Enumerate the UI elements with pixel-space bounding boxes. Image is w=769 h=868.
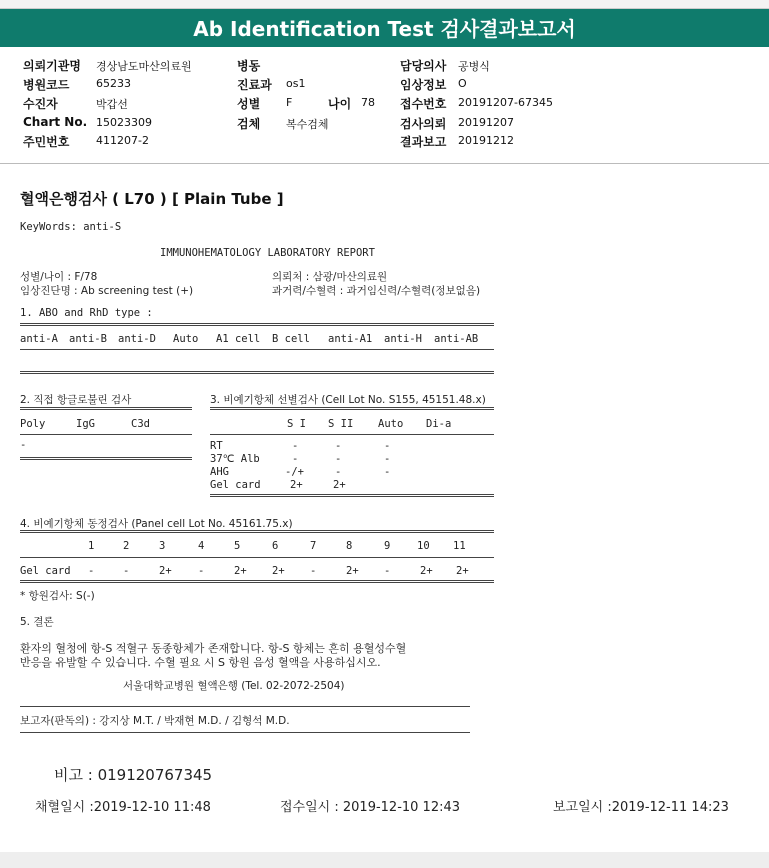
conclusion-line-1: 환자의 혈청에 항-S 적혈구 동종항체가 존재합니다. 항-S 항체는 흔히 용혈성수혈 xyxy=(20,642,407,655)
antigen-test: * 항원검사: S(-) xyxy=(20,590,95,602)
doctor-label: 담당의사 xyxy=(400,59,447,73)
bottom-band xyxy=(0,852,769,868)
screen-row-gel-s1: 2+ xyxy=(290,479,303,491)
report-datetime: 보고일시 :2019-12-11 14:23 xyxy=(553,800,729,815)
panel-cell-1: 1 xyxy=(88,540,95,552)
section4-rule xyxy=(20,530,494,533)
lab-report-title: IMMUNOHEMATOLOGY LABORATORY REPORT xyxy=(160,247,375,259)
screen-col-di-a: Di-a xyxy=(426,418,452,430)
section2-endrule xyxy=(20,457,192,460)
screen-row-rt-auto: - xyxy=(384,440,391,452)
panel-value-11: 2+ xyxy=(456,565,469,577)
section1-subrule xyxy=(20,349,494,350)
panel-value-10: 2+ xyxy=(420,565,433,577)
section4-title: 4. 비예기항체 동정검사 (Panel cell Lot No. 45161.75.x) xyxy=(20,518,293,530)
section3-rule xyxy=(210,407,494,410)
screen-col-s1: S I xyxy=(287,418,306,430)
dat-value: - xyxy=(20,439,27,451)
screen-row-ahg-phase: AHG xyxy=(210,466,229,478)
hospital-label: 의뢰기관명 xyxy=(23,59,81,73)
diagnosis-line: 임상진단명 : Ab screening test (+) xyxy=(20,285,194,297)
panel-value-7: - xyxy=(310,565,317,577)
dat-col-igg: IgG xyxy=(76,418,95,430)
section3-endrule xyxy=(210,494,494,497)
clinical-value: O xyxy=(458,77,467,90)
screen-row-alb-phase: 37℃ Alb xyxy=(210,453,260,465)
screen-row-ahg-s2: - xyxy=(335,466,342,478)
panel-cell-4: 4 xyxy=(198,540,205,552)
patient-value: 박갑선 xyxy=(96,98,128,111)
sex-label: 성별 xyxy=(237,97,261,111)
panel-row-label: Gel card xyxy=(20,565,71,577)
screen-row-ahg-auto: - xyxy=(384,466,391,478)
code-label: 병원코드 xyxy=(23,78,70,92)
sex-value: F xyxy=(286,96,293,109)
hospital-value: 경상남도마산의료원 xyxy=(96,60,192,73)
chart-no-label: Chart No. xyxy=(23,115,88,129)
abo-col-anti-a1: anti-A1 xyxy=(328,333,373,345)
screen-row-alb-s2: - xyxy=(335,453,342,465)
request-label: 검사의뢰 xyxy=(400,117,447,131)
panel-cell-2: 2 xyxy=(123,540,130,552)
chart-no-value: 15023309 xyxy=(96,116,152,129)
section1-endrule xyxy=(20,371,494,374)
screen-row-alb-auto: - xyxy=(384,453,391,465)
panel-cell-8: 8 xyxy=(346,540,353,552)
screen-row-gel-s2: 2+ xyxy=(333,479,346,491)
lab-report-document xyxy=(0,166,769,852)
report-title-bar xyxy=(0,9,769,47)
panel-cell-10: 10 xyxy=(417,540,430,552)
dat-col-c3d: C3d xyxy=(131,418,150,430)
screen-row-ahg-s1: -/+ xyxy=(285,466,304,478)
receipt-label: 접수번호 xyxy=(400,97,447,111)
report-date-label: 결과보고 xyxy=(400,135,447,149)
section5-title: 5. 결론 xyxy=(20,616,54,628)
reporter-line: 보고자(판독의) : 강지상 M.T. / 박재현 M.D. / 김형석 M.D. xyxy=(20,715,290,727)
request-value: 20191207 xyxy=(458,116,514,129)
dept-label: 진료과 xyxy=(237,78,272,92)
screen-col-s2: S II xyxy=(328,418,354,430)
receipt-datetime: 접수일시 : 2019-12-10 12:43 xyxy=(280,800,461,815)
section2-subrule xyxy=(20,434,192,435)
panel-cell-9: 9 xyxy=(384,540,391,552)
screen-row-rt-s2: - xyxy=(335,440,342,452)
screen-row-alb-s1: - xyxy=(292,453,299,465)
panel-value-1: - xyxy=(88,565,95,577)
ssn-label: 주민번호 xyxy=(23,135,70,149)
section1-title: 1. ABO and RhD type : xyxy=(20,307,153,319)
panel-value-8: 2+ xyxy=(346,565,359,577)
abo-col-b-cell: B cell xyxy=(272,333,310,345)
abo-col-anti-h: anti-H xyxy=(384,333,422,345)
panel-value-3: 2+ xyxy=(159,565,172,577)
panel-cell-5: 5 xyxy=(234,540,241,552)
window-top-edge xyxy=(0,0,769,9)
section4-subrule xyxy=(20,557,494,558)
abo-col-a1-cell: A1 cell xyxy=(216,333,261,345)
age-value: 78 xyxy=(361,96,375,109)
panel-value-4: - xyxy=(198,565,205,577)
panel-value-5: 2+ xyxy=(234,565,247,577)
abo-col-anti-d: anti-D xyxy=(118,333,156,345)
section-divider xyxy=(0,163,769,164)
ssn-value: 411207-2 xyxy=(96,134,149,147)
code-value: 65233 xyxy=(96,77,131,90)
screen-row-rt-s1: - xyxy=(292,440,299,452)
panel-value-2: - xyxy=(123,565,130,577)
screen-row-rt-phase: RT xyxy=(210,440,223,452)
conclusion-line-2: 반응을 유발할 수 있습니다. 수혈 필요 시 S 항원 음성 혈액을 사용하십시오. xyxy=(20,656,381,669)
clinical-label: 임상정보 xyxy=(400,78,447,92)
dept-value: os1 xyxy=(286,77,306,90)
specimen-value: 복수검체 xyxy=(286,118,329,131)
requester-line: 의뢰처 : 삼광/마산의료원 xyxy=(272,271,388,283)
specimen-label: 검체 xyxy=(237,117,261,131)
screen-row-gel-phase: Gel card xyxy=(210,479,261,491)
abo-col-anti-ab: anti-AB xyxy=(434,333,479,345)
blood-bank-contact: 서울대학교병원 혈액은행 (Tel. 02-2072-2504) xyxy=(123,680,345,692)
ward-label: 병동 xyxy=(237,59,261,73)
section4-endrule xyxy=(20,580,494,583)
report-heading: 혈액은행검사 ( L70 ) [ Plain Tube ] xyxy=(20,190,284,208)
sex-age-line: 성별/나이 : F/78 xyxy=(20,271,98,283)
section3-subrule xyxy=(210,434,494,435)
section2-title: 2. 직접 항글로불린 검사 xyxy=(20,394,132,406)
reporter-top-rule xyxy=(20,706,470,707)
patient-info-panel xyxy=(0,50,769,162)
panel-cell-11: 11 xyxy=(453,540,466,552)
section2-rule xyxy=(20,407,192,410)
panel-cell-3: 3 xyxy=(159,540,166,552)
panel-value-6: 2+ xyxy=(272,565,285,577)
keywords: KeyWords: anti-S xyxy=(20,221,122,233)
abo-col-anti-a: anti-A xyxy=(20,333,58,345)
age-label: 나이 xyxy=(328,97,352,111)
abo-col-anti-b: anti-B xyxy=(69,333,107,345)
panel-cell-6: 6 xyxy=(272,540,279,552)
panel-cell-7: 7 xyxy=(310,540,317,552)
section1-rule xyxy=(20,323,494,326)
report-title: Ab Identification Test 검사결과보고서 xyxy=(193,17,576,41)
report-date-value: 20191212 xyxy=(458,134,514,147)
remarks: 비고 : 019120767345 xyxy=(54,766,213,784)
doctor-value: 공병식 xyxy=(458,60,490,73)
reporter-bottom-rule xyxy=(20,732,470,733)
history-line: 과거력/수혈력 : 과거임신력/수혈력(정보없음) xyxy=(272,285,481,297)
section3-title: 3. 비예기항체 선별검사 (Cell Lot No. S155, 45151.48.x) xyxy=(210,394,486,406)
receipt-value: 20191207-67345 xyxy=(458,96,553,109)
collection-datetime: 채혈일시 :2019-12-10 11:48 xyxy=(35,800,211,815)
abo-col-auto: Auto xyxy=(173,333,199,345)
screen-col-auto: Auto xyxy=(378,418,404,430)
dat-col-poly: Poly xyxy=(20,418,46,430)
panel-value-9: - xyxy=(384,565,391,577)
patient-label: 수진자 xyxy=(23,97,58,111)
